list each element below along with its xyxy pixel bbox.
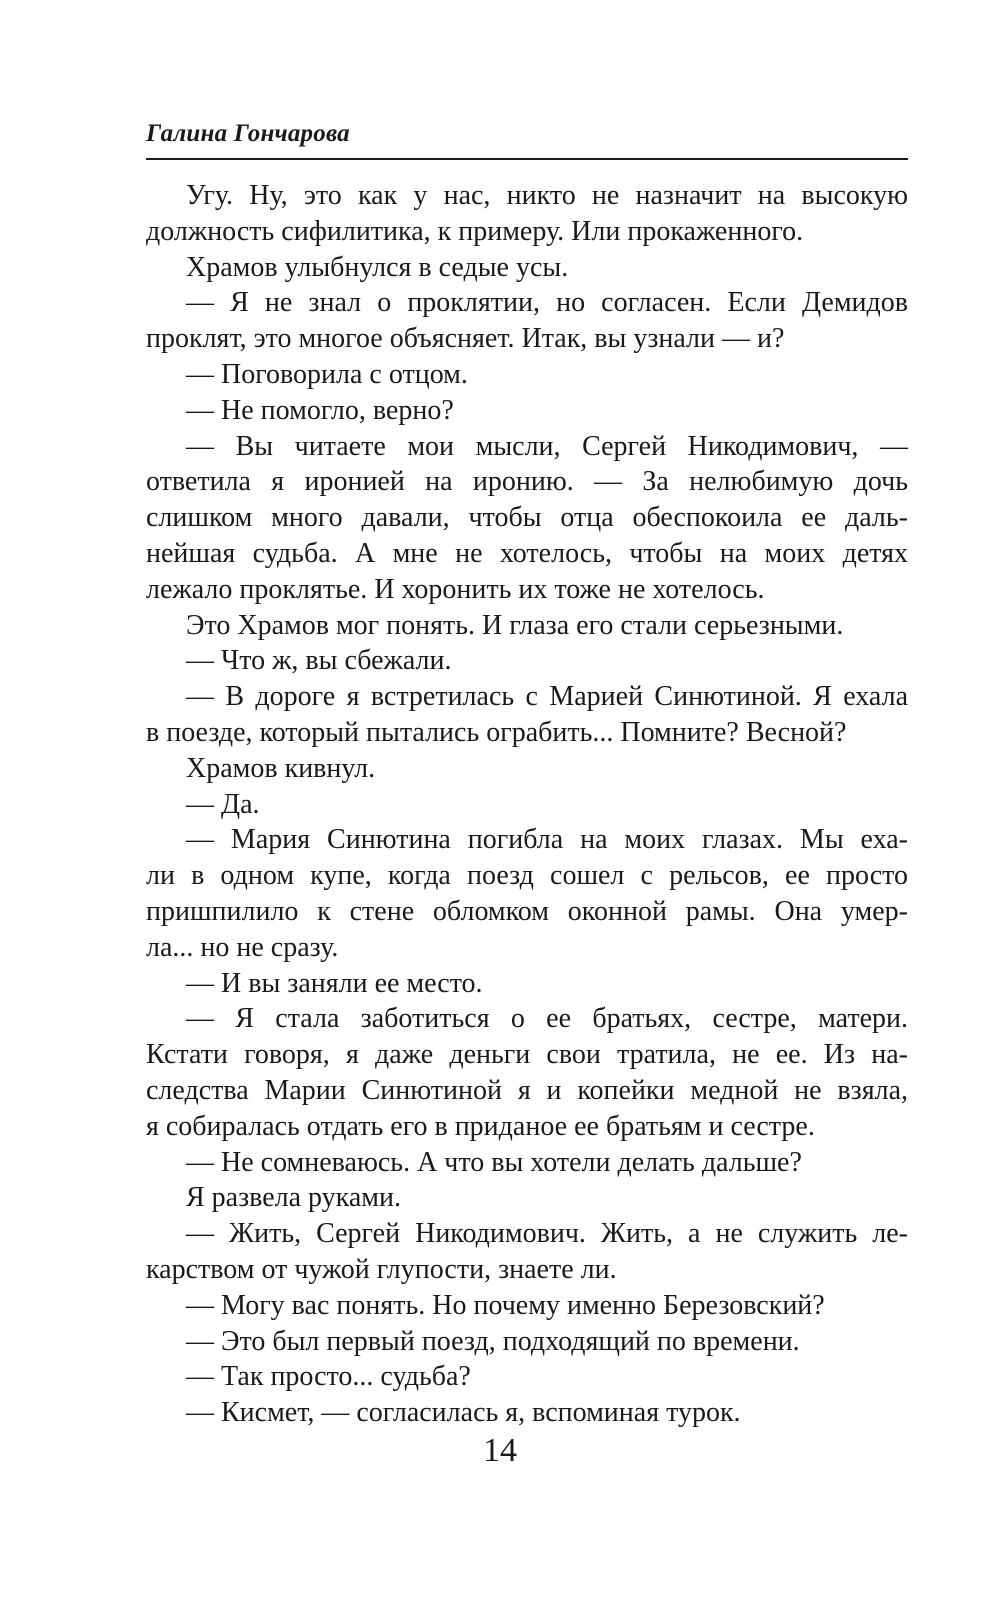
text-line: Угу. Ну, это как у нас, никто не назначит на высокую — [186, 180, 908, 211]
text-line: — Это был первый поезд, подходящий по времени. — [186, 1325, 800, 1357]
text-line: — Я стала заботиться о ее братьях, сестре, матери. — [186, 1003, 908, 1035]
text-line: Храмов улыбнулся в седые усы. — [186, 251, 569, 283]
text-line: ли в одном купе, когда поезд сошел с рельсов, ее просто — [146, 860, 908, 892]
text-line: — Я не знал о проклятии, но согласен. Если Демидов — [186, 287, 908, 319]
text-line: должность сифилитика, к примеру. Или прокаженного. — [146, 215, 804, 247]
text-line: — Могу вас понять. Но почему именно Березовский? — [186, 1289, 825, 1321]
text-line: — И вы заняли ее место. — [186, 967, 483, 999]
text-line: следства Марии Синютиной я и копейки медной не взяла, — [146, 1074, 908, 1106]
text-line: ответила я иронией на иронию. — За нелюбимую дочь — [146, 466, 908, 498]
text-line: Храмов кивнул. — [186, 752, 376, 784]
text-line: — Что ж, вы сбежали. — [186, 645, 452, 677]
text-line: слишком много давали, чтобы отца обеспокоила ее даль- — [146, 502, 908, 534]
text-line: — Не сомневаюсь. А что вы хотели делать дальше? — [186, 1146, 802, 1178]
text-line: — Не помогло, верно? — [186, 394, 454, 426]
running-header — [146, 116, 908, 160]
text-line: ла... но не сразу. — [146, 931, 339, 963]
text-line: карством от чужой глупости, знаете ли. — [146, 1253, 617, 1285]
text-line: нейшая судьба. А мне не хотелось, чтобы на моих детях — [146, 537, 908, 569]
text-line: я собиралась отдать его в приданое ее братьям и сестре. — [146, 1110, 815, 1142]
text-line: — Кисмет, — согласилась я, вспоминая турок. — [186, 1397, 741, 1429]
text-line: — В дороге я встретилась с Марией Синютиной. Я ехала — [186, 681, 908, 713]
author-name: Галина Гончарова — [146, 120, 350, 147]
text-line: лежало проклятье. И хоронить их тоже не хотелось. — [146, 573, 765, 605]
page-number: 14 — [483, 1432, 517, 1469]
text-line: — Вы читаете мои мысли, Сергей Никодимович, — — [186, 430, 908, 462]
text-line: — Поговорила с отцом. — [186, 358, 468, 390]
text-line: — Жить, Сергей Никодимович. Жить, а не служить ле- — [186, 1218, 908, 1250]
text-line: Я развела руками. — [186, 1182, 401, 1214]
text-line: — Мария Синютина погибла на моих глазах. Мы еха- — [186, 824, 908, 856]
text-line: проклят, это многое объясняет. Итак, вы узнали — и? — [146, 323, 785, 355]
text-line: Это Храмов мог понять. И глаза его стали серьезными. — [186, 609, 844, 641]
text-line: Кстати говоря, я даже деньги свои тратила, не ее. Из на- — [146, 1039, 908, 1071]
text-line: в поезде, который пытались ограбить... Помните? Весной? — [146, 716, 847, 748]
text-line: — Да. — [186, 788, 260, 820]
text-line: — Так просто... судьба? — [186, 1361, 471, 1393]
text-line: пришпилило к стене обломком оконной рамы. Она умер- — [146, 895, 908, 927]
body-text — [146, 178, 908, 1431]
